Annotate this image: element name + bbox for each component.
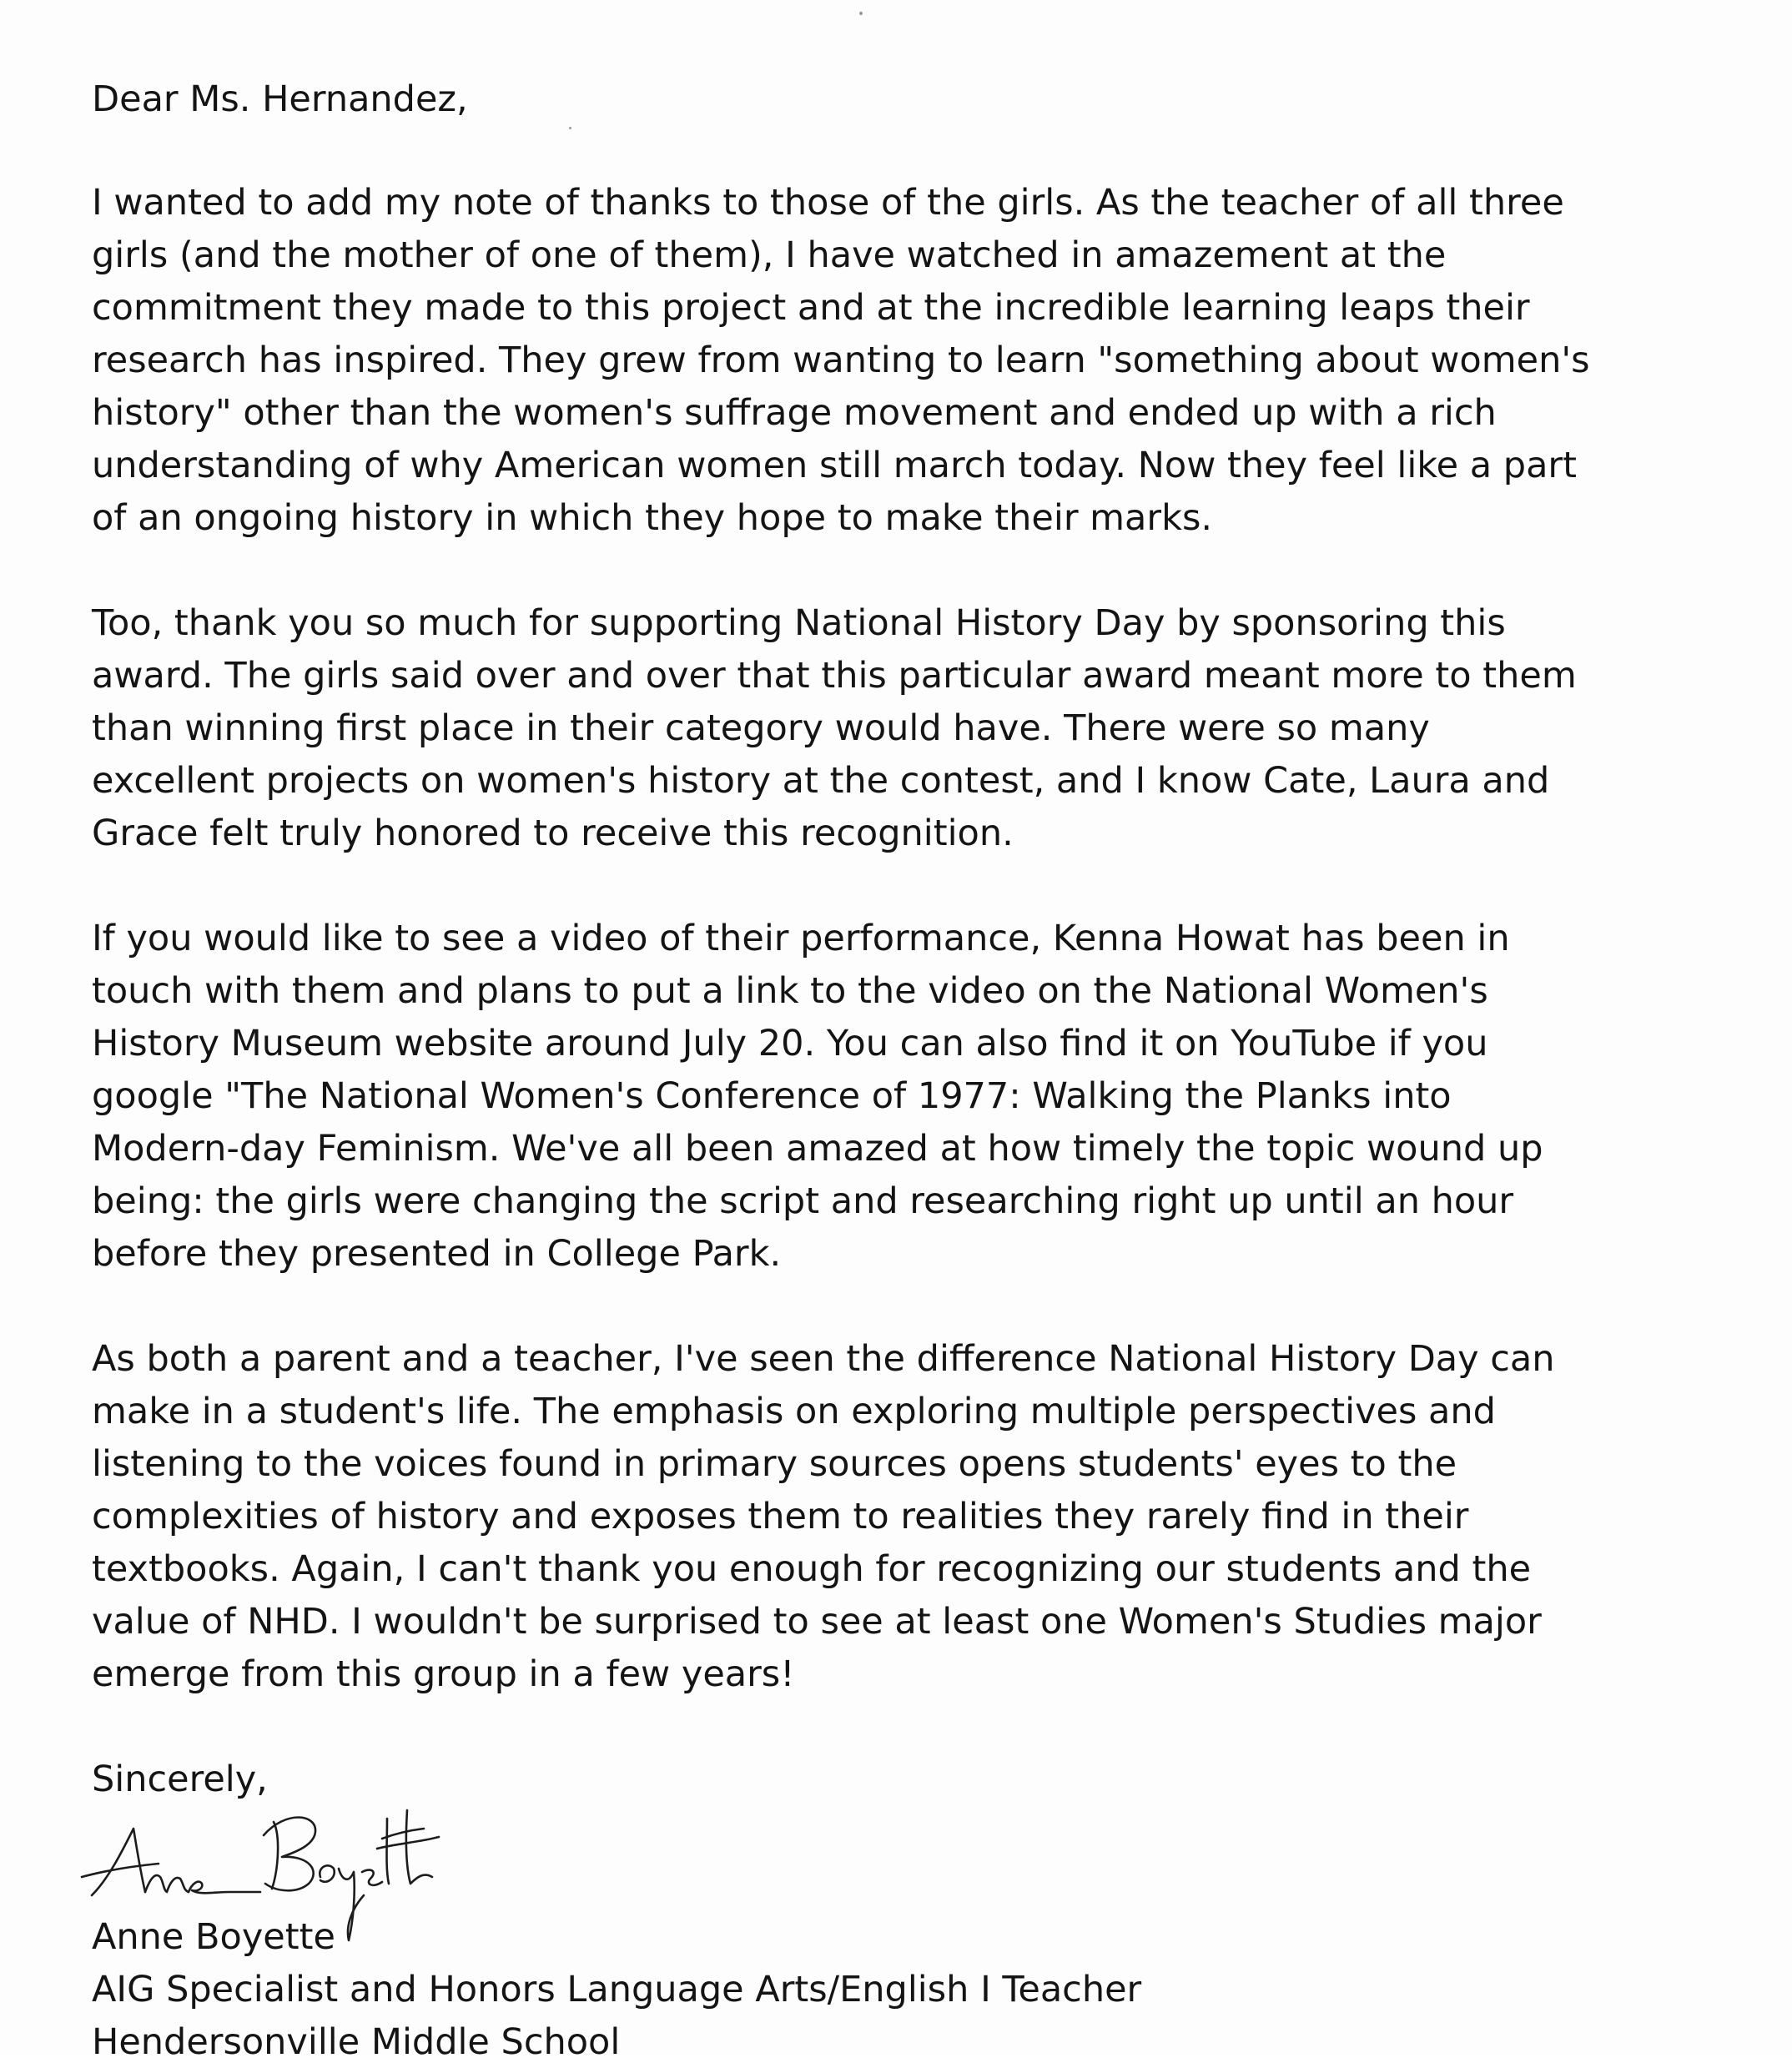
salutation: Dear Ms. Hernandez, (92, 78, 468, 120)
signer-school: Hendersonville Middle School (92, 2021, 621, 2063)
closing: Sincerely, (92, 1759, 268, 1800)
paragraph-3-line: before they presented in College Park. (92, 1233, 782, 1275)
paragraph-1-line: understanding of why American women still march today. Now they feel like a part (92, 445, 1577, 486)
paragraph-2-line: than winning first place in their category would have. There were so many (92, 707, 1430, 749)
paragraph-3-line: google "The National Women's Conference of 1977: Walking the Planks into (92, 1075, 1452, 1117)
paragraph-1-line: of an ongoing history in which they hope to make their marks. (92, 497, 1213, 539)
paragraph-1-line: history" other than the women's suffrage movement and ended up with a rich (92, 392, 1497, 434)
paragraph-4-line: make in a student's life. The emphasis on exploring multiple perspectives and (92, 1391, 1496, 1432)
paragraph-3-line: Modern-day Feminism. We've all been amazed at how timely the topic wound up (92, 1128, 1543, 1170)
paragraph-3-line: being: the girls were changing the script and researching right up until an hour (92, 1180, 1514, 1222)
paragraph-1-line: girls (and the mother of one of them), I have watched in amazement at the (92, 234, 1447, 276)
signer-name: Anne Boyette (92, 1916, 335, 1958)
paragraph-1-line: research has inspired. They grew from wanting to learn "something about women's (92, 340, 1590, 381)
paragraph-3-line: touch with them and plans to put a link to the video on the National Women's (92, 970, 1488, 1012)
paragraph-3-line: If you would like to see a video of their performance, Kenna Howat has been in (92, 918, 1510, 959)
paragraph-1-line: I wanted to add my note of thanks to those of the girls. As the teacher of all three (92, 182, 1564, 224)
paragraph-2-line: Too, thank you so much for supporting National History Day by sponsoring this (92, 602, 1506, 644)
signer-title: AIG Specialist and Honors Language Arts/English I Teacher (92, 1969, 1142, 2010)
paragraph-4-line: emerge from this group in a few years! (92, 1653, 795, 1695)
paragraph-4-line: complexities of history and exposes them to realities they rarely find in their (92, 1496, 1469, 1537)
paragraph-4-line: textbooks. Again, I can't thank you enough for recognizing our students and the (92, 1548, 1532, 1590)
paragraph-2-line: award. The girls said over and over that this particular award meant more to them (92, 655, 1577, 697)
paragraph-4-line: As both a parent and a teacher, I've seen the difference National History Day can (92, 1338, 1555, 1380)
scan-speck (569, 127, 571, 129)
scan-speck (859, 12, 863, 15)
paragraph-3-line: History Museum website around July 20. You can also find it on YouTube if you (92, 1023, 1488, 1064)
paragraph-2-line: Grace felt truly honored to receive this recognition. (92, 813, 1014, 854)
paragraph-4-line: listening to the voices found in primary sources opens students' eyes to the (92, 1443, 1457, 1485)
paragraph-4-line: value of NHD. I wouldn't be surprised to see at least one Women's Studies major (92, 1601, 1542, 1643)
paragraph-1-line: commitment they made to this project and at the incredible learning leaps their (92, 287, 1530, 329)
paragraph-2-line: excellent projects on women's history at the contest, and I know Cate, Laura and (92, 760, 1550, 802)
